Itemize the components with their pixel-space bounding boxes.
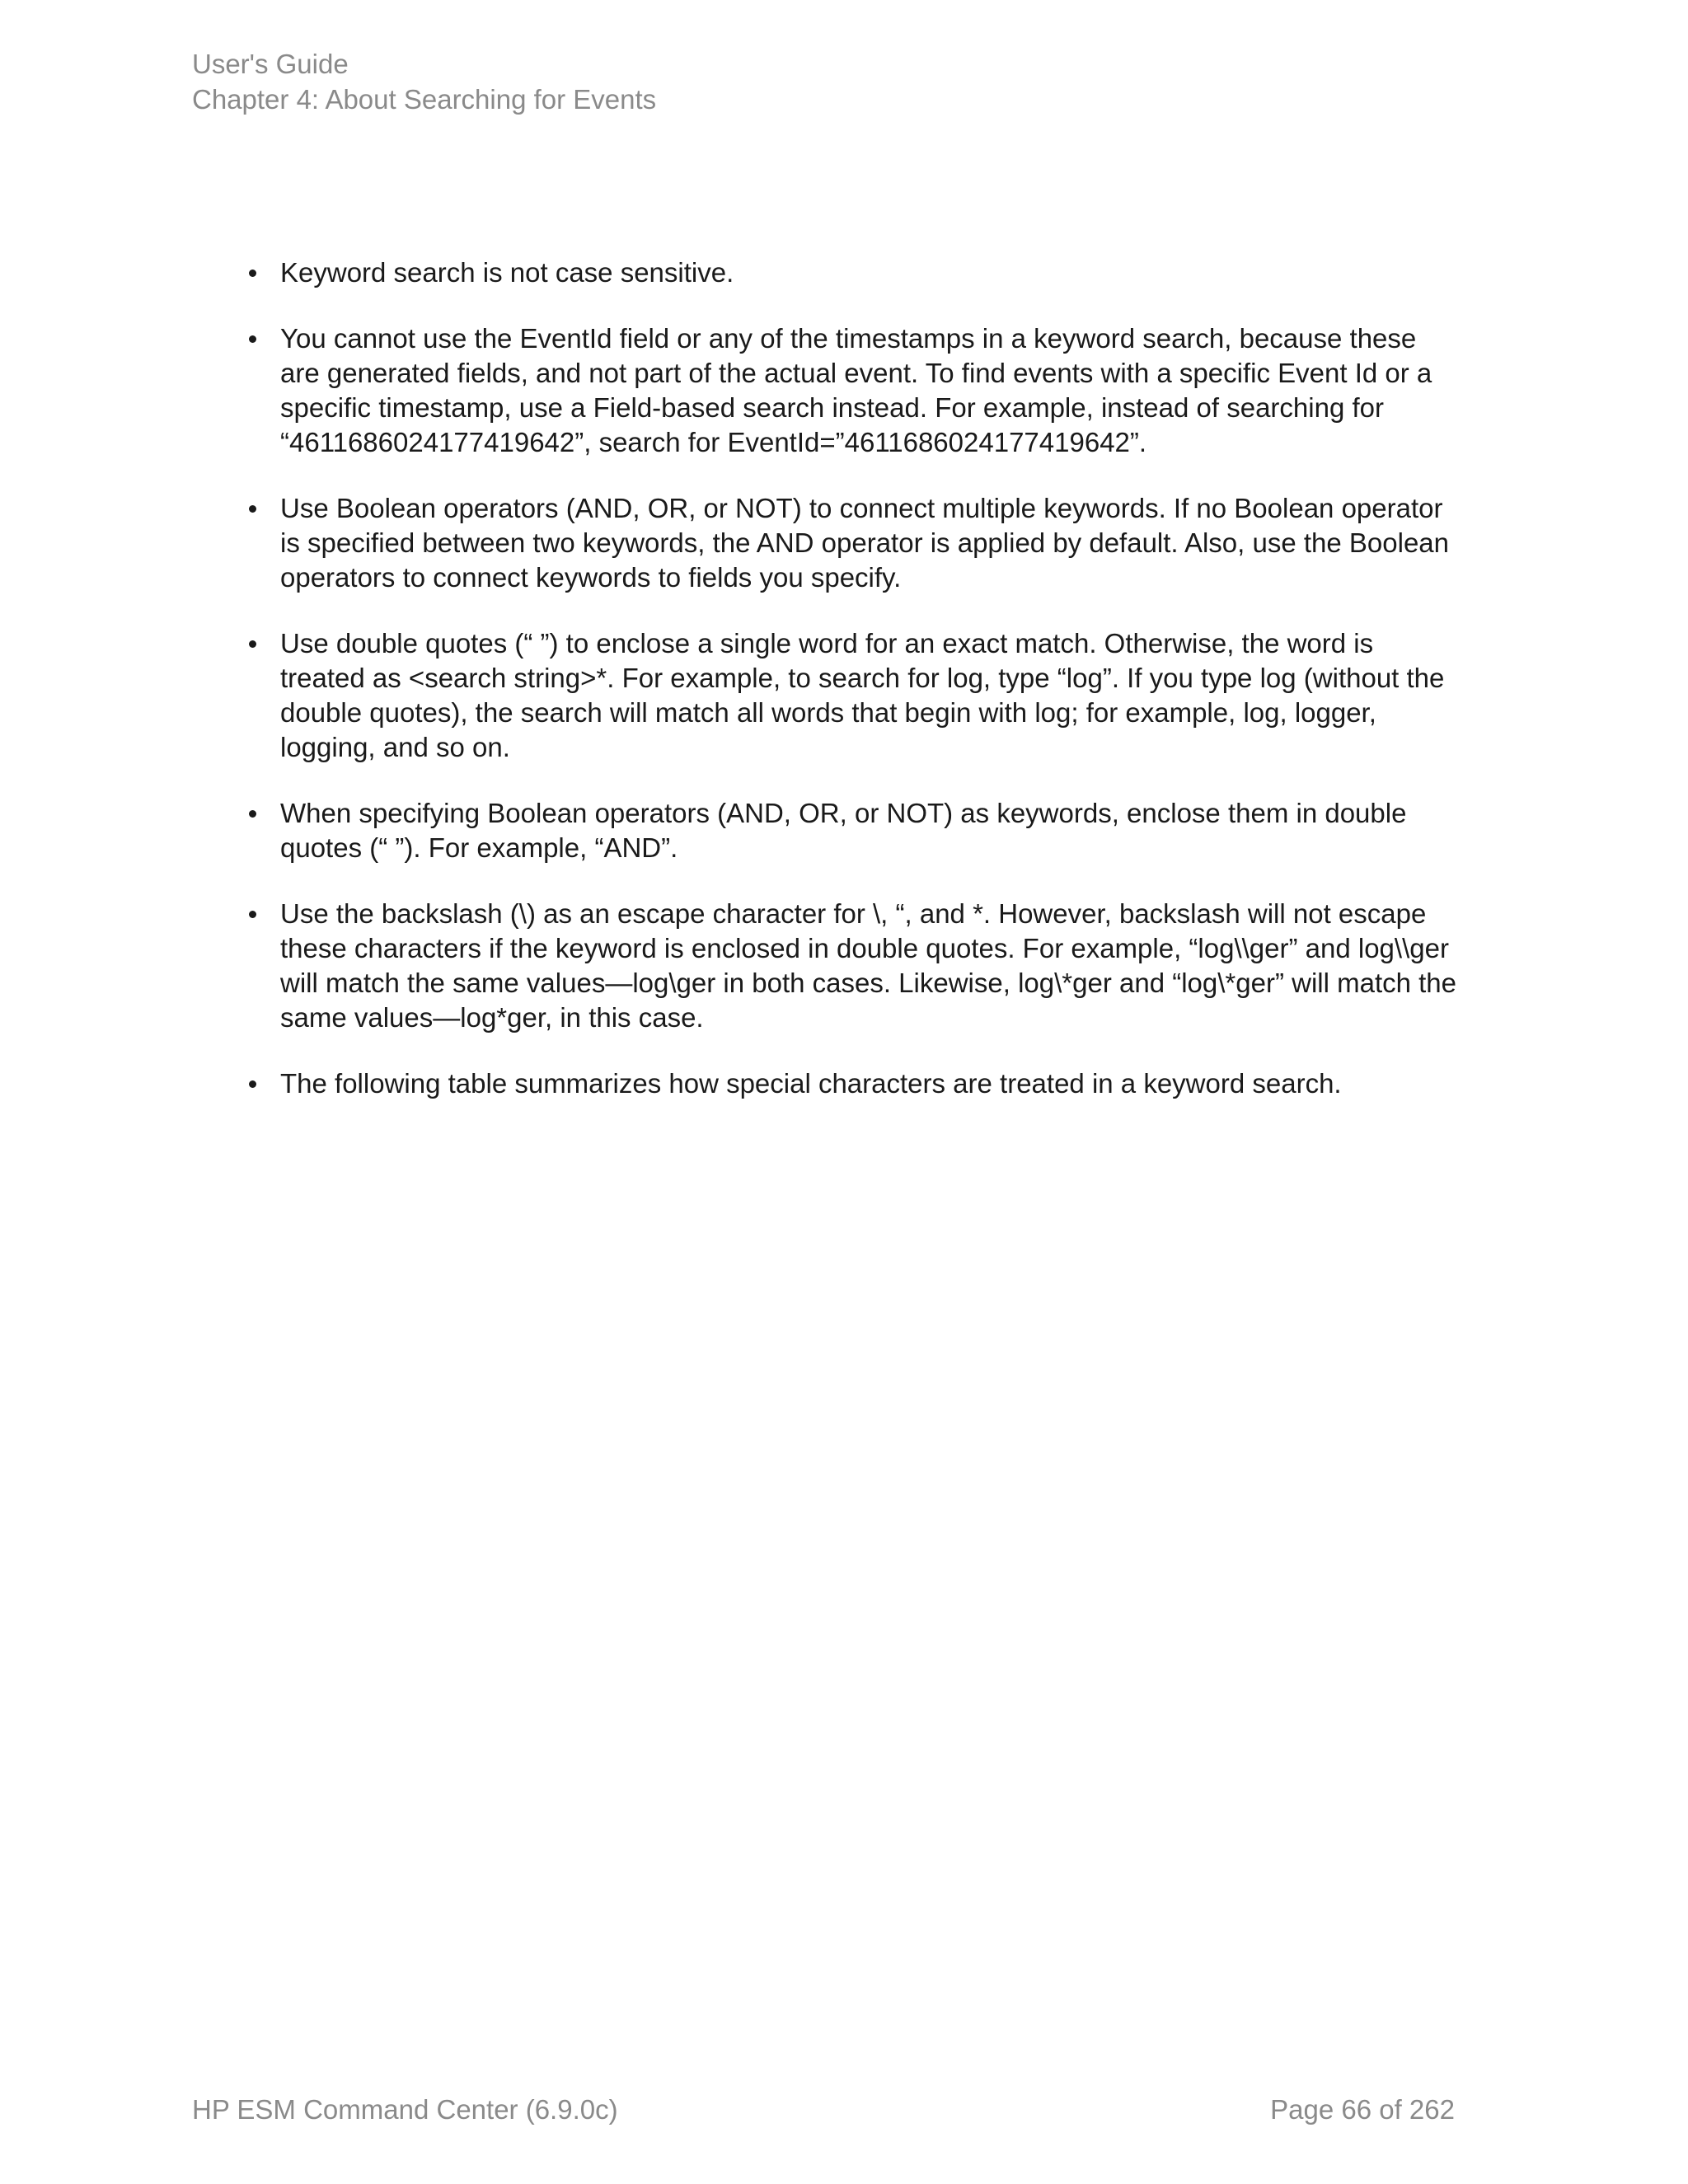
- list-item: [244, 626, 1460, 765]
- list-item: [244, 491, 1460, 595]
- bullet-icon: [249, 911, 256, 918]
- bullet-icon: [249, 640, 256, 648]
- bullet-text: You cannot use the EventId field or any of the timestamps in a keyword search, because these are generated fields, and not part of the actual event. To find events with a specific Event Id or a specific timestamp, use a Field-based search instead. For example, instead of searching for “4611686024177419642”, search for EventId=”4611686024177419642”.: [280, 323, 1432, 457]
- bullet-text: When specifying Boolean operators (AND, OR, or NOT) as keywords, enclose them in double quotes (“ ”). For example, “AND”.: [280, 798, 1407, 863]
- list-item: [244, 897, 1460, 1035]
- bullet-icon: [249, 505, 256, 513]
- footer-product: HP ESM Command Center (6.9.0c): [192, 2094, 618, 2125]
- bullet-icon: [249, 335, 256, 343]
- list-item: [244, 796, 1460, 865]
- bullet-text: Use Boolean operators (AND, OR, or NOT) to connect multiple keywords. If no Boolean operator is specified between two keywords, the AND operator is applied by default. Also, use the Boolean operators to connect keywords to fields you specify.: [280, 493, 1450, 593]
- bullet-icon: [249, 269, 256, 277]
- bullet-list: [244, 255, 1460, 1101]
- bullet-icon: [249, 810, 256, 818]
- list-item: [244, 255, 1460, 290]
- bullet-icon: [249, 1080, 256, 1088]
- bullet-text: Use the backslash (\) as an escape character for \, “, and *. However, backslash will not escape these characters if the keyword is enclosed in double quotes. For example, “log\\ger” and log\\ger will match the same values—log\ger in both cases. Likewise, log\*ger and “log\*ger” will match the same values—log*ger, in this case.: [280, 898, 1457, 1033]
- guide-title: User's Guide: [192, 49, 349, 79]
- list-item: [244, 1066, 1460, 1101]
- bullet-text: Keyword search is not case sensitive.: [280, 257, 734, 288]
- bullet-text: The following table summarizes how special characters are treated in a keyword search.: [280, 1068, 1342, 1099]
- page-header: [192, 46, 656, 117]
- bullet-text: Use double quotes (“ ”) to enclose a single word for an exact match. Otherwise, the word is treated as <search string>*. For example, to search for log, type “log”. If you type log (without the double quotes), the search will match all words that begin with log; for example, log, logger, logging, and so on.: [280, 628, 1445, 762]
- main-content: [244, 255, 1460, 1132]
- chapter-title: Chapter 4: About Searching for Events: [192, 84, 657, 115]
- footer-page-number: Page 66 of 262: [1270, 2094, 1455, 2125]
- list-item: [244, 321, 1460, 460]
